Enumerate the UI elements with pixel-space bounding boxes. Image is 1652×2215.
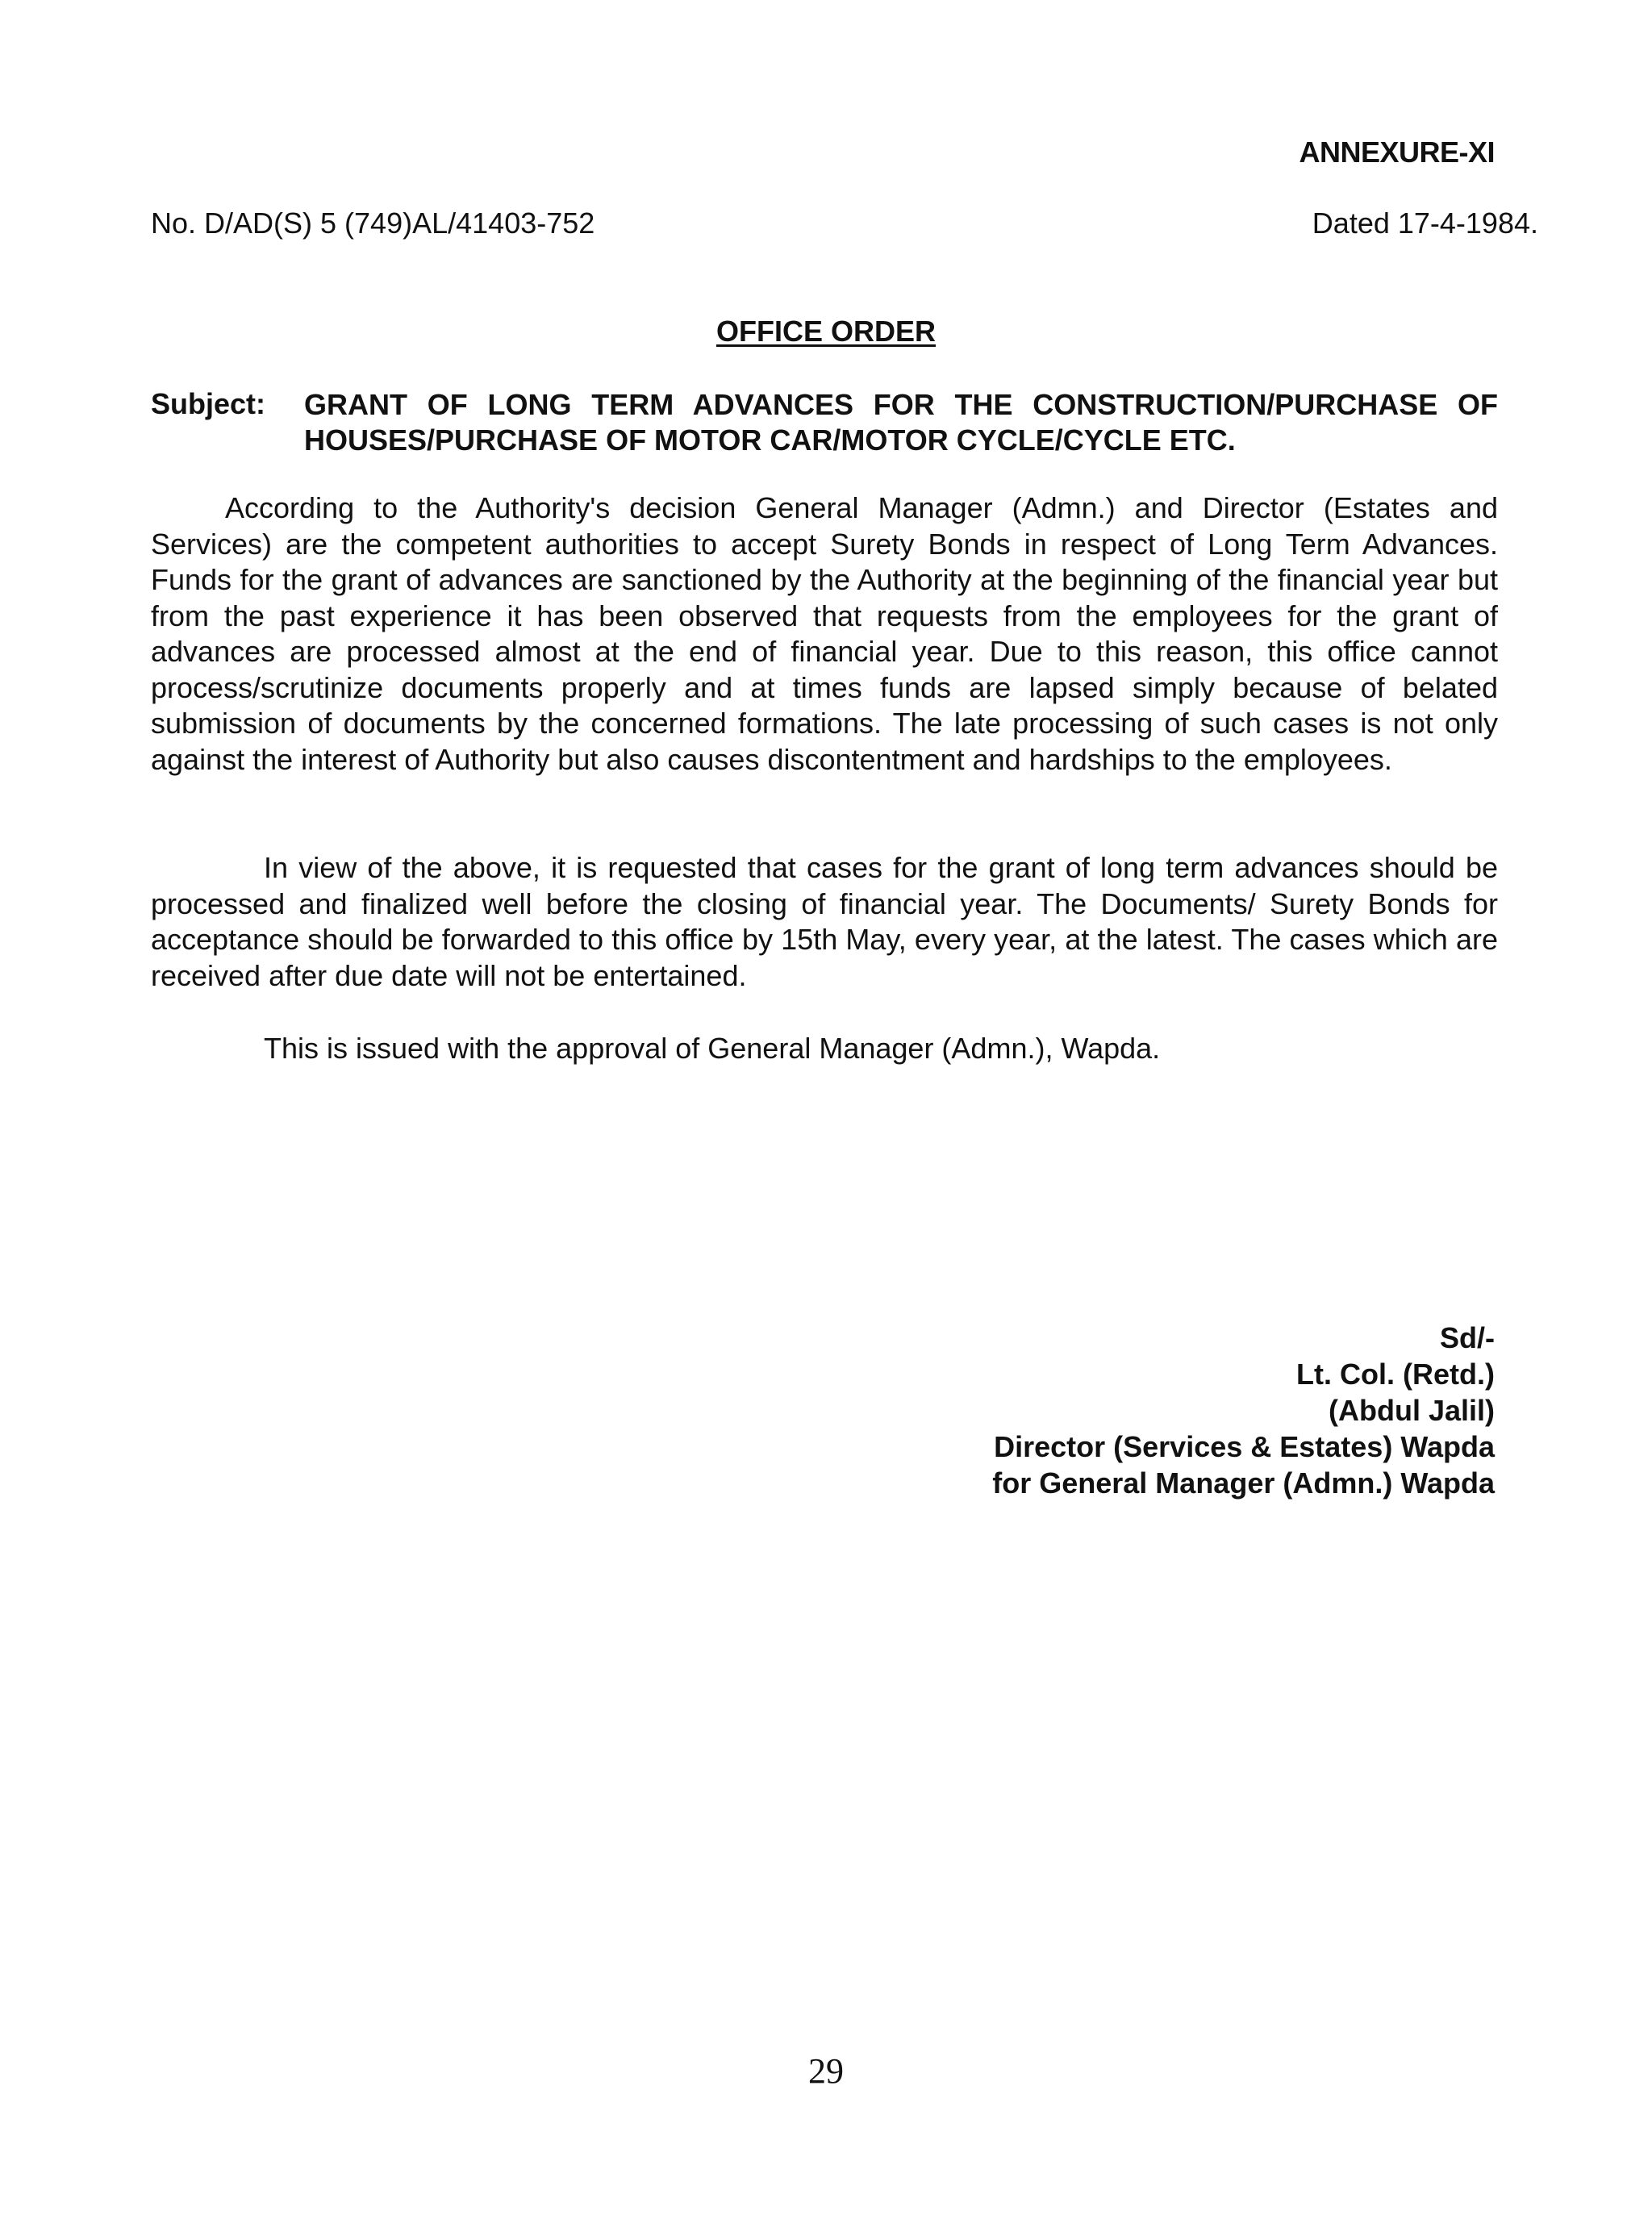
signature-block [992,1320,1495,1501]
body-paragraph-2: In view of the above, it is requested that cases for the grant of long term advances should be processed and finalized well before the closing of financial year. The Documents/ Surety Bonds for acceptance should be forwarded to this office by 15th May, every year, at the latest. The cases which are received after due date will not be entertained. [151,851,1498,992]
body-paragraph-3: This is issued with the approval of General Manager (Admn.), Wapda. [264,1032,1161,1065]
subject-label: Subject: [151,387,266,420]
signatory-name: (Abdul Jalil) [1329,1394,1495,1427]
reference-number: No. D/AD(S) 5 (749)AL/41403-752 [151,206,595,240]
signatory-rank: Lt. Col. (Retd.) [1296,1358,1495,1391]
page-number: 29 [808,2051,844,2091]
signature-sd: Sd/- [1440,1321,1495,1354]
order-date: Dated 17-4-1984. [1312,206,1538,240]
subject-text: GRANT OF LONG TERM ADVANCES FOR THE CONSTRUCTION/PURCHASE OF HOUSES/PURCHASE OF MOTOR CAR/MOTOR CYCLE/CYCLE ETC. [304,388,1498,457]
document-title: OFFICE ORDER [715,315,936,348]
reference-row [151,206,1538,245]
signatory-on-behalf: for General Manager (Admn.) Wapda [992,1466,1495,1500]
body-paragraph-1: According to the Authority's decision General Manager (Admn.) and Director (Estates and Services) are the competent authorities to accept Surety Bonds in respect of Long Term Advances. Funds for the grant of advances are sanctioned by the Authority at the beginning of the financial year but from the past experience it has been observed that requests from the employees for the grant of advances are processed almost at the end of financial year. Due to this reason, this office cannot process/scrutinize documents properly and at times funds are lapsed simply because of belated submission of documents by the concerned formations. The late processing of such cases is not only against the interest of Authority but also causes discontentment and hardships to the employees. [151,491,1498,776]
signatory-designation: Director (Services & Estates) Wapda [994,1430,1495,1463]
annexure-label: ANNEXURE-XI [1299,136,1495,169]
